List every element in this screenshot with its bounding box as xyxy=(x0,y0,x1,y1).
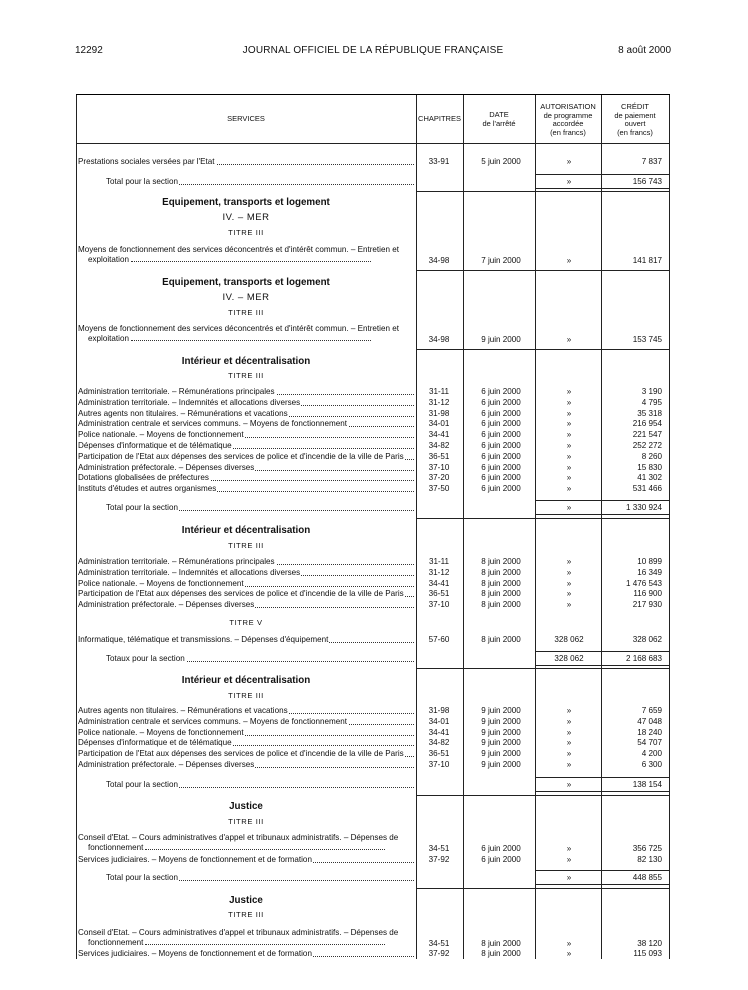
row-label xyxy=(78,418,414,429)
row-label-text: Total pour la section xyxy=(106,873,178,882)
column-divider xyxy=(463,95,464,959)
row-label xyxy=(78,748,414,759)
credit-cell: 448 855 xyxy=(632,873,662,882)
credit-cell: 138 154 xyxy=(632,780,662,789)
credits-table xyxy=(76,94,670,959)
autorisation-cell: » xyxy=(566,335,572,344)
date-cell: 9 juin 2000 xyxy=(481,716,521,726)
ministry-heading: Intérieur et décentralisation xyxy=(181,356,311,367)
row-label-text: Autres agents non titulaires. – Rémunérations et vacations xyxy=(78,706,288,715)
date-cell: 8 juin 2000 xyxy=(481,635,521,644)
chapter-cell: 34-01 xyxy=(428,419,450,429)
autorisation-cell: » xyxy=(566,727,572,737)
chapter-cell: 37-50 xyxy=(428,484,450,494)
chapter-cell: 31-12 xyxy=(428,397,450,407)
row-label xyxy=(106,502,414,513)
credit-cell: 41 302 xyxy=(637,473,662,483)
autorisation-cell: » xyxy=(566,716,572,726)
date-cell: 7 juin 2000 xyxy=(481,256,521,265)
col-header-services: SERVICES xyxy=(227,114,265,123)
row-rule xyxy=(416,668,670,669)
table-row xyxy=(76,334,670,345)
page-number: 12292 xyxy=(75,45,103,56)
autorisation-cell: » xyxy=(566,397,572,407)
credit-cell: 15 830 xyxy=(637,462,662,472)
credit-cell: 356 725 xyxy=(632,844,662,853)
table-row xyxy=(76,854,670,865)
credit-cell: 16 349 xyxy=(637,567,662,577)
column-divider xyxy=(601,95,602,959)
row-label-text: Administration préfectorale. – Dépenses diverses xyxy=(78,600,255,610)
table-row xyxy=(76,578,670,589)
titre-heading: TITRE III xyxy=(228,691,264,700)
chapter-cell: 31-98 xyxy=(428,706,450,715)
col-header-date-line: DATE xyxy=(489,110,509,119)
autorisation-cell: » xyxy=(566,939,572,948)
credit-cell: 18 240 xyxy=(637,727,662,737)
credit-cell: 7 659 xyxy=(641,706,662,715)
row-label xyxy=(78,705,414,716)
date-cell: 9 juin 2000 xyxy=(481,335,521,344)
row-label-text: Administration territoriale. – Indemnités et allocations diverses xyxy=(78,567,301,577)
date-cell: 5 juin 2000 xyxy=(481,157,521,166)
table-row xyxy=(76,948,670,959)
row-label-text: Police nationale. – Moyens de fonctionnement xyxy=(78,727,244,737)
col-header-credit-line: de paiement xyxy=(614,110,656,120)
date-cell: 8 juin 2000 xyxy=(481,557,521,566)
row-label xyxy=(78,451,414,462)
autorisation-cell: » xyxy=(566,473,572,483)
autorisation-cell: 328 062 xyxy=(554,654,584,663)
titre-heading: TITRE III xyxy=(228,371,264,380)
autorisation-cell: » xyxy=(566,844,572,853)
table-row xyxy=(76,156,670,167)
row-label-text: Administration préfectorale. – Dépenses diverses xyxy=(78,462,255,472)
row-label-text: Total pour la section xyxy=(106,177,178,186)
credit-cell: 8 260 xyxy=(641,451,662,461)
row-label-text: Administration préfectorale. – Dépenses diverses xyxy=(78,760,255,769)
titre-heading: TITRE III xyxy=(228,817,264,826)
chapter-cell: 36-51 xyxy=(428,749,450,759)
row-label-text: Totaux pour la section xyxy=(106,654,185,663)
titre-heading: TITRE III xyxy=(228,228,264,237)
table-row xyxy=(76,843,670,854)
col-header-date-line: de l'arrêté xyxy=(482,118,516,128)
autorisation-cell: » xyxy=(566,578,572,588)
autorisation-cell: » xyxy=(566,600,572,610)
chapter-cell: 37-10 xyxy=(428,462,450,472)
row-label-text: Administration centrale et services communs. – Moyens de fonctionnement xyxy=(78,716,348,726)
row-label xyxy=(78,599,414,610)
ministry-heading: Equipement, transports et logement xyxy=(162,197,330,208)
ministry-heading: Intérieur et décentralisation xyxy=(181,525,311,536)
credit-cell: 221 547 xyxy=(632,430,662,440)
col-header-credit-line: ouvert xyxy=(624,119,646,128)
table-row xyxy=(76,408,670,419)
chapter-cell: 34-98 xyxy=(428,335,450,344)
row-label xyxy=(78,716,414,727)
date-cell: 8 juin 2000 xyxy=(481,589,521,599)
row-label xyxy=(78,440,414,451)
row-label xyxy=(78,386,414,397)
date-cell: 8 juin 2000 xyxy=(481,567,521,577)
chapter-cell: 37-10 xyxy=(428,600,450,610)
table-row xyxy=(76,429,670,440)
titre-heading: TITRE V xyxy=(229,618,263,627)
date-cell: 8 juin 2000 xyxy=(481,949,521,958)
table-row xyxy=(76,397,670,408)
chapter-cell: 34-41 xyxy=(428,578,450,588)
table-border-right xyxy=(669,95,670,959)
table-row xyxy=(76,418,670,429)
row-label-text: fonctionnement xyxy=(88,843,144,852)
autorisation-cell: » xyxy=(566,157,572,166)
row-label xyxy=(78,567,414,578)
date-cell: 6 juin 2000 xyxy=(481,397,521,407)
autorisation-cell: » xyxy=(566,557,572,566)
chapter-cell: 34-51 xyxy=(428,844,450,853)
total-row xyxy=(76,502,670,513)
row-label xyxy=(78,737,414,748)
row-label xyxy=(78,854,414,865)
total-box xyxy=(535,651,669,666)
chapter-cell: 34-41 xyxy=(428,727,450,737)
col-header-autorisation-line: (en francs) xyxy=(550,127,586,137)
date-cell: 9 juin 2000 xyxy=(481,738,521,748)
row-label xyxy=(78,948,414,959)
column-divider xyxy=(535,95,536,959)
credit-cell: 531 466 xyxy=(632,484,662,494)
autorisation-cell: » xyxy=(566,408,572,418)
row-label-line: Moyens de fonctionnement des services déconcentrés et d'intérêt commun. – Entretien et xyxy=(78,245,399,254)
date-cell: 8 juin 2000 xyxy=(481,600,521,610)
row-label xyxy=(78,472,414,483)
col-header-credit-line: (en francs) xyxy=(617,127,653,137)
titre-heading: TITRE III xyxy=(228,541,264,550)
row-label-text: Prestations sociales versées par l'Etat xyxy=(78,157,215,166)
chapter-cell: 34-41 xyxy=(428,430,450,440)
date-cell: 9 juin 2000 xyxy=(481,749,521,759)
col-header-autorisation-line: AUTORISATION xyxy=(540,102,596,111)
col-header-autorisation xyxy=(535,103,601,137)
row-label-text: Administration centrale et services communs. – Moyens de fonctionnement xyxy=(78,419,348,429)
date-cell: 6 juin 2000 xyxy=(481,473,521,483)
row-label xyxy=(78,397,414,408)
row-label-text: exploitation xyxy=(88,255,129,264)
credit-cell: 4 795 xyxy=(641,397,662,407)
row-label-text: Participation de l'Etat aux dépenses des services de police et d'incendie de la ville de Paris xyxy=(78,749,404,759)
total-box xyxy=(535,174,669,189)
row-label xyxy=(78,462,414,473)
row-label-text: Administration territoriale. – Rémunérations principales xyxy=(78,387,275,396)
row-label-line: Conseil d'Etat. – Cours administratives d'appel et tribunaux administratifs. – Dépenses de xyxy=(78,928,399,937)
row-label-text: Dépenses d'informatique et de télématique xyxy=(78,738,232,748)
table-row xyxy=(76,588,670,599)
table-row xyxy=(76,255,670,266)
credit-cell: 54 707 xyxy=(637,738,662,748)
row-rule xyxy=(416,349,670,350)
row-label-text: Dépenses d'informatique et de télématique xyxy=(78,441,232,450)
date-cell: 6 juin 2000 xyxy=(481,387,521,396)
table-row xyxy=(76,634,670,645)
total-row xyxy=(76,872,670,883)
credit-cell: 141 817 xyxy=(632,256,662,265)
credit-cell: 116 900 xyxy=(633,589,662,599)
table-row xyxy=(76,462,670,473)
date-cell: 6 juin 2000 xyxy=(481,441,521,450)
table-row xyxy=(76,748,670,759)
chapter-cell: 31-11 xyxy=(428,557,450,566)
col-header-autorisation-line: de programme xyxy=(543,110,593,120)
table-row xyxy=(76,716,670,727)
row-label xyxy=(106,653,414,664)
chapter-cell: 37-92 xyxy=(428,949,450,958)
row-label-line: Moyens de fonctionnement des services déconcentrés et d'intérêt commun. – Entretien et xyxy=(78,324,399,333)
chapter-cell: 33-91 xyxy=(428,157,450,166)
total-row xyxy=(76,653,670,664)
row-label-text: Administration territoriale. – Indemnités et allocations diverses xyxy=(78,397,301,407)
row-label xyxy=(78,429,414,440)
row-rule xyxy=(416,795,670,796)
chapter-cell: 37-10 xyxy=(428,760,450,769)
col-header-date xyxy=(463,111,535,128)
credit-cell: 7 837 xyxy=(641,157,662,166)
chapter-cell: 34-82 xyxy=(428,738,450,748)
row-rule xyxy=(416,518,670,519)
autorisation-cell: » xyxy=(566,738,572,748)
autorisation-cell: 328 062 xyxy=(554,635,584,644)
autorisation-cell: » xyxy=(566,567,572,577)
total-box xyxy=(535,870,669,885)
date-cell: 9 juin 2000 xyxy=(481,706,521,715)
date-cell: 6 juin 2000 xyxy=(481,844,521,853)
row-label xyxy=(78,588,414,599)
table-row xyxy=(76,440,670,451)
autorisation-cell: » xyxy=(566,387,572,396)
date-cell: 6 juin 2000 xyxy=(481,430,521,440)
row-label xyxy=(106,872,414,883)
row-label-text: Autres agents non titulaires. – Rémunérations et vacations xyxy=(78,408,288,418)
table-row xyxy=(76,556,670,567)
date-cell: 6 juin 2000 xyxy=(481,484,521,494)
ministry-heading: Intérieur et décentralisation xyxy=(181,675,311,686)
total-row xyxy=(76,779,670,790)
chapter-cell: 34-01 xyxy=(428,716,450,726)
autorisation-cell: » xyxy=(566,484,572,494)
chapter-cell: 31-11 xyxy=(428,387,450,396)
row-label-text: Police nationale. – Moyens de fonctionnement xyxy=(78,578,244,588)
table-row xyxy=(76,483,670,494)
chapter-cell: 36-51 xyxy=(428,589,450,599)
date-cell: 9 juin 2000 xyxy=(481,727,521,737)
row-label xyxy=(78,408,414,419)
date-cell: 8 juin 2000 xyxy=(481,578,521,588)
sub-heading: IV. – MER xyxy=(222,292,270,303)
col-header-credit xyxy=(601,103,669,137)
credit-cell: 115 093 xyxy=(633,949,662,958)
row-label-text: Total pour la section xyxy=(106,503,178,512)
autorisation-cell: » xyxy=(566,873,572,882)
autorisation-cell: » xyxy=(566,589,572,599)
credit-cell: 1 330 924 xyxy=(625,503,662,512)
autorisation-cell: » xyxy=(566,780,572,789)
table-row xyxy=(76,386,670,397)
date-cell: 8 juin 2000 xyxy=(481,939,521,948)
table-row xyxy=(76,599,670,610)
row-label xyxy=(106,779,414,790)
credit-cell: 156 743 xyxy=(632,177,662,186)
row-rule xyxy=(416,888,670,889)
chapter-cell: 36-51 xyxy=(428,451,450,461)
table-row xyxy=(76,759,670,770)
sub-heading: IV. – MER xyxy=(222,212,270,223)
credit-cell: 4 200 xyxy=(641,749,662,759)
credit-cell: 153 745 xyxy=(632,335,662,344)
credit-cell: 216 954 xyxy=(632,419,662,429)
row-label xyxy=(78,156,414,167)
credit-cell: 6 300 xyxy=(641,760,662,769)
journal-title: JOURNAL OFFICIEL DE LA RÉPUBLIQUE FRANÇAISE xyxy=(242,45,504,56)
titre-heading: TITRE III xyxy=(228,308,264,317)
credit-cell: 47 048 xyxy=(637,716,662,726)
row-rule xyxy=(416,270,670,271)
row-label-text: Total pour la section xyxy=(106,780,178,789)
row-label-text: fonctionnement xyxy=(88,938,144,947)
row-label-text: Participation de l'Etat aux dépenses des services de police et d'incendie de la ville de Paris xyxy=(78,589,404,599)
credit-cell: 38 120 xyxy=(637,939,662,948)
autorisation-cell: » xyxy=(566,419,572,429)
autorisation-cell: » xyxy=(566,462,572,472)
autorisation-cell: » xyxy=(566,749,572,759)
row-label xyxy=(78,727,414,738)
row-label-text: Police nationale. – Moyens de fonctionnement xyxy=(78,430,244,440)
table-row xyxy=(76,737,670,748)
ministry-heading: Equipement, transports et logement xyxy=(162,277,330,288)
credit-cell: 328 062 xyxy=(632,635,662,644)
row-label xyxy=(78,483,414,494)
autorisation-cell: » xyxy=(566,441,572,450)
table-row xyxy=(76,451,670,462)
chapter-cell: 57-60 xyxy=(428,635,450,644)
chapter-cell: 34-82 xyxy=(428,441,450,450)
row-label-text: Services judiciaires. – Moyens de fonctionnement et de formation xyxy=(78,855,312,864)
row-label-line: Conseil d'Etat. – Cours administratives d'appel et tribunaux administratifs. – Dépenses de xyxy=(78,833,399,842)
autorisation-cell: » xyxy=(566,706,572,715)
table-row xyxy=(76,727,670,738)
row-label xyxy=(78,556,414,567)
date-cell: 6 juin 2000 xyxy=(481,462,521,472)
header-rule xyxy=(76,143,670,144)
chapter-cell: 31-98 xyxy=(428,408,450,418)
chapter-cell: 34-51 xyxy=(428,939,450,948)
autorisation-cell: » xyxy=(566,855,572,864)
row-label xyxy=(78,759,414,770)
date-cell: 9 juin 2000 xyxy=(481,760,521,769)
credit-cell: 2 168 683 xyxy=(625,654,662,663)
row-label-text: Informatique, télématique et transmissions. – Dépenses d'équipement xyxy=(78,635,329,644)
row-label xyxy=(78,634,414,645)
table-row xyxy=(76,705,670,716)
credit-cell: 35 318 xyxy=(637,408,662,418)
chapter-cell: 34-98 xyxy=(428,256,450,265)
autorisation-cell: » xyxy=(566,760,572,769)
column-divider xyxy=(416,95,417,959)
ministry-heading: Justice xyxy=(229,895,263,906)
autorisation-cell: » xyxy=(566,503,572,512)
ministry-heading: Justice xyxy=(229,801,263,812)
total-row xyxy=(76,176,670,187)
credit-cell: 252 272 xyxy=(632,441,662,450)
titre-heading: TITRE III xyxy=(228,910,264,919)
chapter-cell: 31-12 xyxy=(428,567,450,577)
credit-cell: 10 899 xyxy=(637,557,662,566)
row-rule xyxy=(416,191,670,192)
date-cell: 6 juin 2000 xyxy=(481,855,521,864)
date-cell: 6 juin 2000 xyxy=(481,451,521,461)
row-label xyxy=(78,578,414,589)
row-label-text: Participation de l'Etat aux dépenses des services de police et d'incendie de la ville de Paris xyxy=(78,451,404,461)
credit-cell: 3 190 xyxy=(641,387,662,396)
autorisation-cell: » xyxy=(566,177,572,186)
autorisation-cell: » xyxy=(566,256,572,265)
col-header-credit-line: CRÉDIT xyxy=(621,102,649,111)
autorisation-cell: » xyxy=(566,949,572,958)
chapter-cell: 37-20 xyxy=(428,473,450,483)
row-label-text: exploitation xyxy=(88,334,129,343)
col-header-autorisation-line: accordée xyxy=(552,119,584,128)
col-header-chapitres: CHAPITRES xyxy=(418,114,461,123)
credit-cell: 217 930 xyxy=(632,600,662,610)
row-label-text: Services judiciaires. – Moyens de fonctionnement et de formation xyxy=(78,949,312,958)
total-box xyxy=(535,500,669,515)
autorisation-cell: » xyxy=(566,430,572,440)
date-cell: 6 juin 2000 xyxy=(481,408,521,418)
table-row xyxy=(76,472,670,483)
chapter-cell: 37-92 xyxy=(428,855,450,864)
row-label-text: Instituts d'études et autres organismes xyxy=(78,484,217,494)
date-cell: 6 juin 2000 xyxy=(481,419,521,429)
table-row xyxy=(76,567,670,578)
credit-cell: 1 476 543 xyxy=(625,578,662,588)
page-header xyxy=(75,45,671,59)
credit-cell: 82 130 xyxy=(637,855,662,864)
total-box xyxy=(535,777,669,792)
row-label xyxy=(106,176,414,187)
row-label-text: Administration territoriale. – Rémunérations principales xyxy=(78,557,275,566)
row-label-text: Dotations globalisées de préfectures xyxy=(78,473,209,483)
autorisation-cell: » xyxy=(566,451,572,461)
issue-date: 8 août 2000 xyxy=(618,45,671,56)
